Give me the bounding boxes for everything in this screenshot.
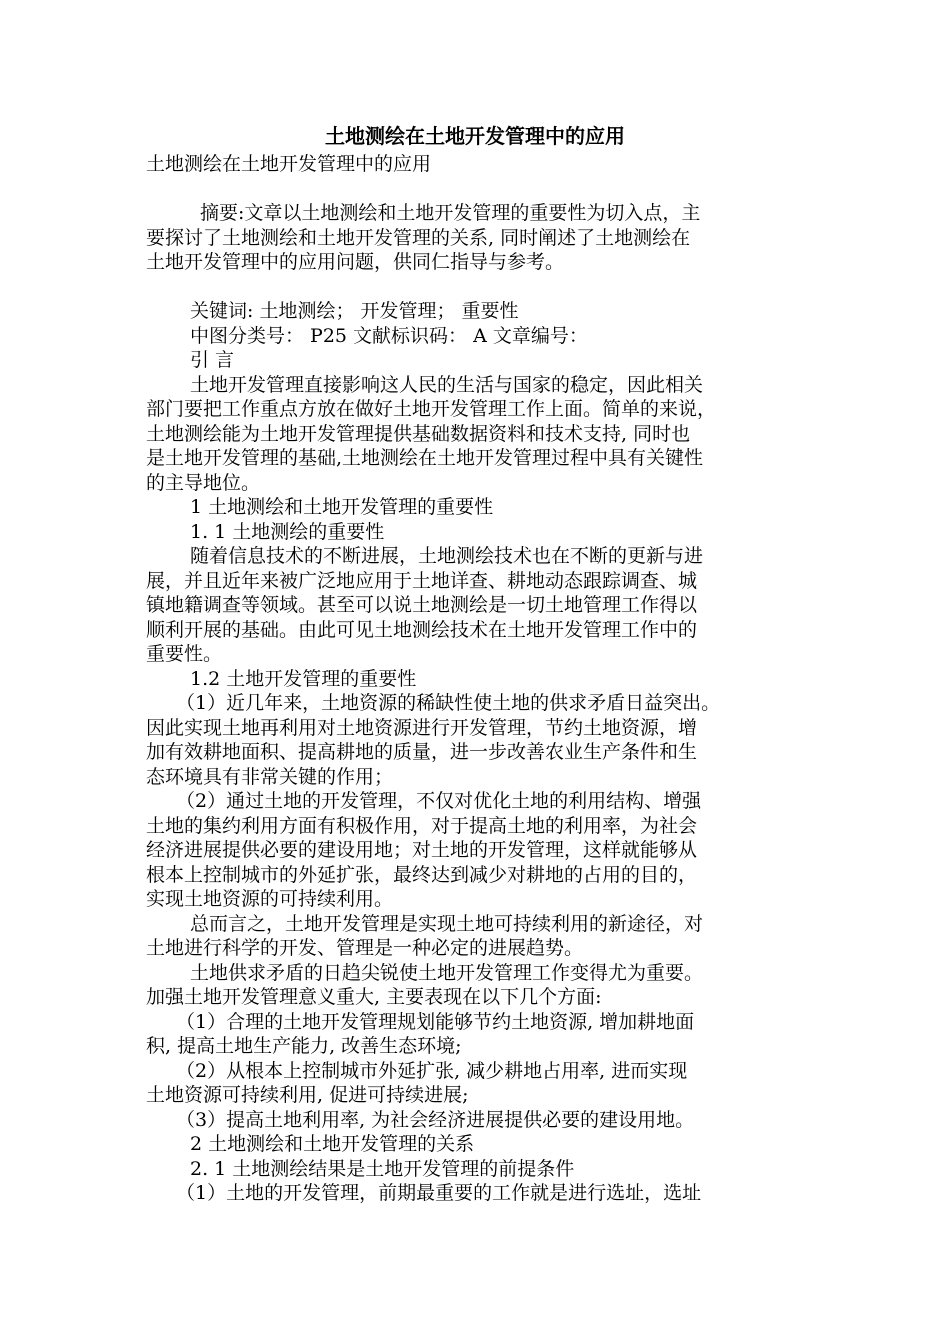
abstract-line: 要探讨了土地测绘和土地开发管理的关系, 同时阐述了土地测绘在 <box>146 226 691 249</box>
paragraph-line: 因此实现土地再利用对土地资源进行开发管理，节约土地资源，增 <box>146 716 698 739</box>
paragraph-line: 积, 提高土地生产能力, 改善生态环境; <box>146 1035 462 1057</box>
section-heading-1-2: 1.2 土地开发管理的重要性 <box>190 667 417 690</box>
section-heading-1-1: 1. 1 土地测绘的重要性 <box>190 520 385 543</box>
abstract-line: 摘要:文章以土地测绘和土地开发管理的重要性为切入点，主 <box>200 202 701 224</box>
paragraph-line: 加有效耕地面积、提高耕地的质量，进一步改善农业生产条件和生 <box>146 741 698 763</box>
paragraph-line: 土地的集约利用方面有积极作用，对于提高土地的利用率，为社会 <box>146 814 698 837</box>
paragraph-line: 土地开发管理直接影响这人民的生活与国家的稳定，因此相关 <box>190 373 704 396</box>
document-body <box>146 152 836 1206</box>
abstract-line: 土地开发管理中的应用问题，供同仁指导与参考。 <box>146 251 565 273</box>
paragraph-line: 是土地开发管理的基础,土地测绘在土地开发管理过程中具有关键性 <box>146 447 704 469</box>
paragraph-line: 展，并且近年来被广泛地应用于土地详查、耕地动态跟踪调查、城 <box>146 569 698 592</box>
blank-line <box>146 275 836 300</box>
classification-line: 中图分类号： P25 文献标识码： A 文章编号： <box>190 324 588 347</box>
paragraph-line: （1）合理的土地开发管理规划能够节约土地资源, 增加耕地面 <box>176 1010 695 1033</box>
section-heading-introduction: 引 言 <box>190 349 235 371</box>
blank-line <box>146 177 836 202</box>
paragraph-line: 部门要把工作重点方放在做好土地开发管理工作上面。简单的来说， <box>146 398 717 420</box>
subtitle-line: 土地测绘在土地开发管理中的应用 <box>146 153 432 175</box>
paragraph-line: （2）从根本上控制城市外延扩张, 减少耕地占用率, 进而实现 <box>176 1059 688 1082</box>
section-heading-1: 1 土地测绘和土地开发管理的重要性 <box>190 496 494 518</box>
paragraph-line: 土地供求矛盾的日趋尖锐使土地开发管理工作变得尤为重要。 <box>190 961 704 984</box>
paragraph-line: （1）近几年来，土地资源的稀缺性使土地的供求矛盾日益突出。 <box>176 692 721 714</box>
paragraph-line: 重要性。 <box>146 643 223 665</box>
section-heading-2: 2 土地测绘和土地开发管理的关系 <box>190 1133 475 1155</box>
paragraph-line: 经济进展提供必要的建设用地；对土地的开发管理，这样就能够从 <box>146 839 698 861</box>
paragraph-line: 根本上控制城市的外延扩张，最终达到减少对耕地的占用的目的， <box>146 863 698 886</box>
paragraph-line: 镇地籍调查等领域。甚至可以说土地测绘是一切土地管理工作得以 <box>146 594 698 616</box>
keywords-line: 关键词: 土地测绘； 开发管理； 重要性 <box>190 300 519 322</box>
paragraph-line: 总而言之，土地开发管理是实现土地可持续利用的新途径，对 <box>190 912 704 935</box>
paragraph-line: 的主导地位。 <box>146 471 261 494</box>
paragraph-line: 加强土地开发管理意义重大, 主要表现在以下几个方面: <box>146 986 602 1008</box>
paragraph-line: （3）提高土地利用率, 为社会经济进展提供必要的建设用地。 <box>176 1108 695 1131</box>
paragraph-line: 态环境具有非常关键的作用； <box>146 765 394 788</box>
paragraph-line: 顺利开展的基础。由此可见土地测绘技术在土地开发管理工作中的 <box>146 618 698 641</box>
document-title: 土地测绘在土地开发管理中的应用 <box>325 124 625 148</box>
paragraph-line: 土地进行科学的开发、管理是一种必定的进展趋势。 <box>146 937 584 959</box>
paragraph-line: （2）通过土地的开发管理，不仅对优化土地的利用结构、增强 <box>176 790 702 812</box>
paragraph-line: 实现土地资源的可持续利用。 <box>146 888 394 910</box>
paragraph-line: 土地测绘能为土地开发管理提供基础数据资料和技术支持, 同时也 <box>146 422 691 445</box>
paragraph-line: 随着信息技术的不断进展，土地测绘技术也在不断的更新与进 <box>190 545 704 567</box>
paragraph-line: （1）土地的开发管理，前期最重要的工作就是进行选址，选址 <box>176 1182 702 1204</box>
section-heading-2-1: 2. 1 土地测绘结果是土地开发管理的前提条件 <box>190 1157 575 1180</box>
paragraph-line: 土地资源可持续利用, 促进可持续进展; <box>146 1084 469 1106</box>
